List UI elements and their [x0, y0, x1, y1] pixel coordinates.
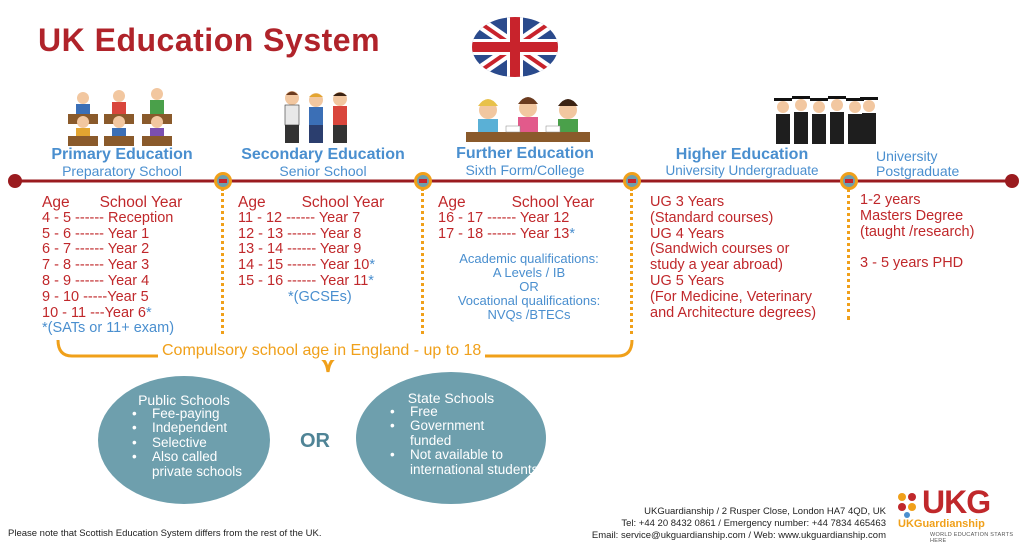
- divider: [421, 188, 424, 334]
- state-schools-title: State Schools: [407, 390, 495, 406]
- page-title: UK Education System: [38, 22, 381, 58]
- public-schools-title: Public Schools: [138, 392, 230, 408]
- public-schools-circle: [98, 376, 270, 504]
- school-year-header: School Year: [301, 194, 385, 211]
- list-item: • Also called private schools: [132, 449, 243, 479]
- stage-title-postgraduate: University: [876, 148, 938, 164]
- vocational-value: NVQs /BTECs: [487, 307, 571, 322]
- further-students-icon: [466, 94, 590, 144]
- postgraduate-line: [860, 240, 974, 256]
- year-row: 12 - 13 ------ Year 8: [238, 225, 362, 242]
- postgraduate-line: 3 - 5 years PHD: [860, 255, 964, 272]
- postgraduate-list: [860, 193, 974, 272]
- union-jack-flag-icon: [470, 16, 560, 78]
- footer-phone: Tel: +44 20 8432 0861 / Emergency number: +44 7834 465463: [621, 518, 886, 529]
- year-row: 17 - 18 ------ Year 13: [438, 225, 570, 242]
- list-item: • Government funded: [390, 418, 485, 448]
- postgraduate-line: (taught /research): [860, 223, 975, 240]
- year-row: 14 - 15 ------ Year 10: [238, 257, 370, 274]
- age-header: Age: [42, 194, 70, 211]
- footnote-marker: *: [369, 257, 376, 274]
- bullet-icon: •: [132, 449, 137, 465]
- academic-label: Academic qualifications:: [459, 251, 599, 266]
- year-row: 9 - 10 -----Year 5: [42, 288, 149, 305]
- footnote-marker: *: [145, 304, 152, 321]
- footer-contact: [592, 506, 886, 542]
- or-label: OR: [519, 279, 539, 294]
- bullet-icon: •: [132, 406, 137, 421]
- further-qualifications: [438, 252, 620, 322]
- age-header: Age: [438, 194, 466, 211]
- divider: [630, 188, 633, 334]
- divider: [221, 188, 224, 334]
- primary-footnote: *(SATs or 11+ exam): [42, 320, 175, 337]
- list-item: • Not available to international students: [390, 447, 539, 477]
- year-row: 7 - 8 ------ Year 3: [42, 257, 150, 274]
- age-header: Age: [238, 194, 266, 211]
- bullet-icon: •: [390, 404, 395, 419]
- logo-tagline: WORLD EDUCATION STARTS HERE: [930, 532, 1014, 544]
- further-years-list: [438, 195, 594, 242]
- stage-title-higher: Higher Education: [675, 146, 809, 163]
- ukg-logo-icon: [896, 492, 924, 518]
- higher-line: study a year abroad): [650, 257, 783, 274]
- stage-subtitle-secondary: Senior School: [279, 163, 367, 179]
- disclaimer: Please note that Scottish Education System differs from the rest of the UK.: [8, 528, 322, 539]
- year-row: 16 - 17 ------ Year 12: [438, 209, 570, 226]
- footer-address: UKGuardianship / 2 Rusper Close, London HA7 4QD, UK: [644, 506, 886, 517]
- stage-subtitle-further: Sixth Form/College: [465, 162, 585, 178]
- stage-title-primary: Primary Education: [51, 146, 193, 163]
- logo-name: UKGuardianship: [898, 518, 985, 530]
- postgraduate-line: 1-2 years: [860, 192, 921, 208]
- school-year-header: School Year: [99, 194, 183, 211]
- higher-line: (For Medicine, Veterinary: [650, 288, 812, 305]
- year-row: 6 - 7 ------ Year 2: [42, 241, 150, 258]
- stage-title-secondary: Secondary Education: [241, 146, 405, 163]
- list-item: • Selective: [132, 434, 207, 450]
- list-item: • Free: [390, 404, 438, 419]
- compulsory-age-note: Compulsory school age in England - up to 18: [158, 342, 485, 360]
- secondary-footnote: *(GCSEs): [288, 288, 352, 305]
- year-row: 15 - 16 ------ Year 11: [238, 272, 369, 289]
- vocational-label: Vocational qualifications:: [457, 293, 601, 308]
- school-year-header: School Year: [511, 194, 595, 211]
- higher-line: and Architecture degrees): [650, 304, 817, 321]
- state-schools-circle: [356, 372, 546, 504]
- footer-email: Email: service@ukguardianship.com / Web: www.ukguardianship.com: [591, 530, 886, 541]
- stage-subtitle-higher: University Undergraduate: [665, 163, 819, 178]
- stage-title-further: Further Education: [456, 145, 594, 162]
- primary-years-list: [42, 195, 182, 337]
- list-item: • Fee-paying: [132, 406, 220, 421]
- higher-line: (Standard courses): [650, 209, 774, 226]
- list-item: • Independent: [132, 420, 228, 436]
- timeline: [0, 170, 1024, 192]
- higher-line: (Sandwich courses or: [650, 241, 790, 258]
- divider: [847, 188, 850, 320]
- secondary-students-icon: [278, 90, 354, 146]
- stage-subtitle-primary: Preparatory School: [62, 163, 182, 179]
- higher-education-list: [650, 195, 816, 321]
- year-row: 10 - 11 ---Year 6: [42, 304, 146, 321]
- stage-subtitle-postgraduate: Postgraduate: [876, 163, 960, 179]
- postgraduate-line: Masters Degree: [860, 207, 964, 224]
- bullet-icon: •: [390, 418, 395, 434]
- secondary-years-list: [238, 195, 384, 306]
- year-row: 8 - 9 ------ Year 4: [42, 272, 150, 289]
- year-row: 5 - 6 ------ Year 1: [42, 225, 150, 242]
- bullet-icon: •: [132, 434, 137, 450]
- graduates-icon: [772, 94, 878, 146]
- year-row: 13 - 14 ------ Year 9: [238, 241, 362, 258]
- year-row: 11 - 12 ------ Year 7: [238, 209, 361, 226]
- academic-value: A Levels / IB: [492, 265, 566, 280]
- higher-line: UG 3 Years: [650, 194, 725, 210]
- bullet-icon: •: [390, 447, 395, 463]
- or-label: OR: [300, 430, 330, 452]
- higher-line: UG 4 Years: [650, 225, 725, 242]
- primary-students-icon: [64, 86, 176, 146]
- footnote-marker: *: [368, 272, 374, 289]
- footnote-marker: *: [569, 225, 576, 242]
- higher-line: UG 5 Years: [650, 272, 725, 289]
- year-row: 4 - 5 ------ Reception: [42, 209, 174, 226]
- bullet-icon: •: [132, 420, 137, 436]
- logo-text: UKG: [922, 484, 991, 520]
